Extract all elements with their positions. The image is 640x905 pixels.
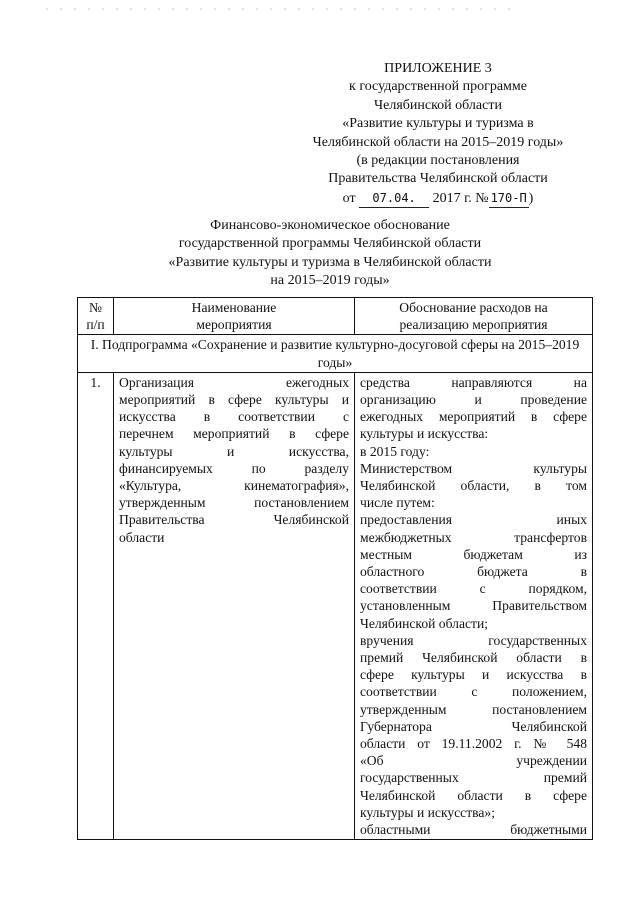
- title-line: государственной программы Челябинской области: [178, 236, 482, 252]
- appendix-label: ПРИЛОЖЕНИЕ 3: [384, 61, 492, 76]
- appendix-line: к государственной программе: [349, 79, 527, 95]
- justification-line: Челябинской области в сфере: [360, 787, 587, 803]
- appendix-line: Челябинской области: [374, 97, 502, 113]
- date-value: 07.04.: [359, 189, 429, 208]
- title-line: «Развитие культуры и туризма в Челябинской области: [168, 254, 492, 270]
- justification-line: средства направляются на: [360, 374, 587, 390]
- header-justification: Обоснование расходов на реализацию мероприятия: [355, 298, 593, 335]
- justification-line: Челябинской области;: [360, 615, 489, 631]
- appendix-line: Правительства Челябинской области: [328, 171, 548, 187]
- table-header-row: [78, 298, 593, 335]
- name-line: перечнем мероприятий в сфере: [119, 426, 349, 442]
- name-line: утвержденным постановлением: [119, 495, 349, 511]
- justification-line: области от 19.11.2002 г. № 548: [360, 736, 587, 752]
- justification-line: соответствии с порядком,: [360, 581, 587, 597]
- justification-line: соответствии с положением,: [360, 684, 587, 700]
- appendix-date-line: [288, 189, 588, 208]
- justification-line: областными бюджетными: [360, 822, 587, 838]
- justification-line: областного бюджета в: [360, 564, 587, 580]
- justification-table: [77, 297, 593, 840]
- date-year: 2017 г. №: [432, 190, 489, 206]
- name-line: области: [119, 529, 165, 545]
- section-title: I. Подпрограмма «Сохранение и развитие культурно-досуговой сферы на 2015–2019 годы»: [78, 335, 593, 372]
- justification-line: ежегодных мероприятий в сфере: [360, 409, 587, 425]
- justification-line: организацию и проведение: [360, 392, 587, 408]
- justification-line: числе путем:: [360, 495, 435, 511]
- justification-line: в 2015 году:: [360, 443, 430, 459]
- title-line: на 2015–2019 годы»: [270, 273, 390, 289]
- table-row: [78, 372, 593, 839]
- name-line: Правительства Челябинской: [119, 512, 349, 528]
- doc-number: 170-П: [489, 189, 529, 208]
- appendix-header: [288, 60, 588, 208]
- appendix-line: «Развитие культуры и туризма в: [342, 116, 534, 132]
- justification-line: предоставления иных: [360, 512, 587, 528]
- justification-line: установленным Правительством: [360, 598, 587, 614]
- justification-line: премий Челябинской области в: [360, 650, 587, 666]
- row-justification: [355, 372, 593, 839]
- document-title: [60, 217, 600, 291]
- closing-paren: ): [528, 190, 534, 206]
- justification-line: вручения государственных: [360, 632, 587, 648]
- date-prefix: от: [342, 190, 356, 206]
- name-line: финансируемых по разделу: [119, 460, 349, 476]
- justification-line: местным бюджетам из: [360, 546, 587, 562]
- header-number: № п/п: [78, 298, 114, 335]
- justification-line: «Об учреждении: [360, 753, 587, 769]
- header-name: Наименование мероприятия: [114, 298, 355, 335]
- name-line: мероприятий в сфере культуры и: [119, 392, 349, 408]
- justification-line: культуры и искусства»;: [360, 804, 496, 820]
- row-name: [114, 372, 355, 839]
- justification-line: межбюджетных трансфертов: [360, 529, 587, 545]
- appendix-line: (в редакции постановления: [356, 153, 520, 169]
- name-line: «Культура, кинематография»,: [119, 478, 349, 494]
- row-number: 1.: [78, 372, 114, 839]
- justification-line: Челябинской области, в том: [360, 478, 587, 494]
- appendix-line: Челябинской области на 2015–2019 годы»: [312, 134, 564, 150]
- section-row: [78, 335, 593, 372]
- scan-noise: [40, 6, 520, 12]
- justification-line: государственных премий: [360, 770, 587, 786]
- name-line: культуры и искусства,: [119, 443, 349, 459]
- justification-line: Министерством культуры: [360, 460, 587, 476]
- justification-line: культуры и искусства:: [360, 426, 489, 442]
- title-line: Финансово-экономическое обоснование: [210, 218, 450, 233]
- name-line: Организация ежегодных: [119, 374, 349, 390]
- name-line: искусства в соответствии с: [119, 409, 349, 425]
- justification-line: утвержденным постановлением: [360, 701, 587, 717]
- justification-line: сфере культуры и искусства в: [360, 667, 587, 683]
- justification-line: Губернатора Челябинской: [360, 718, 587, 734]
